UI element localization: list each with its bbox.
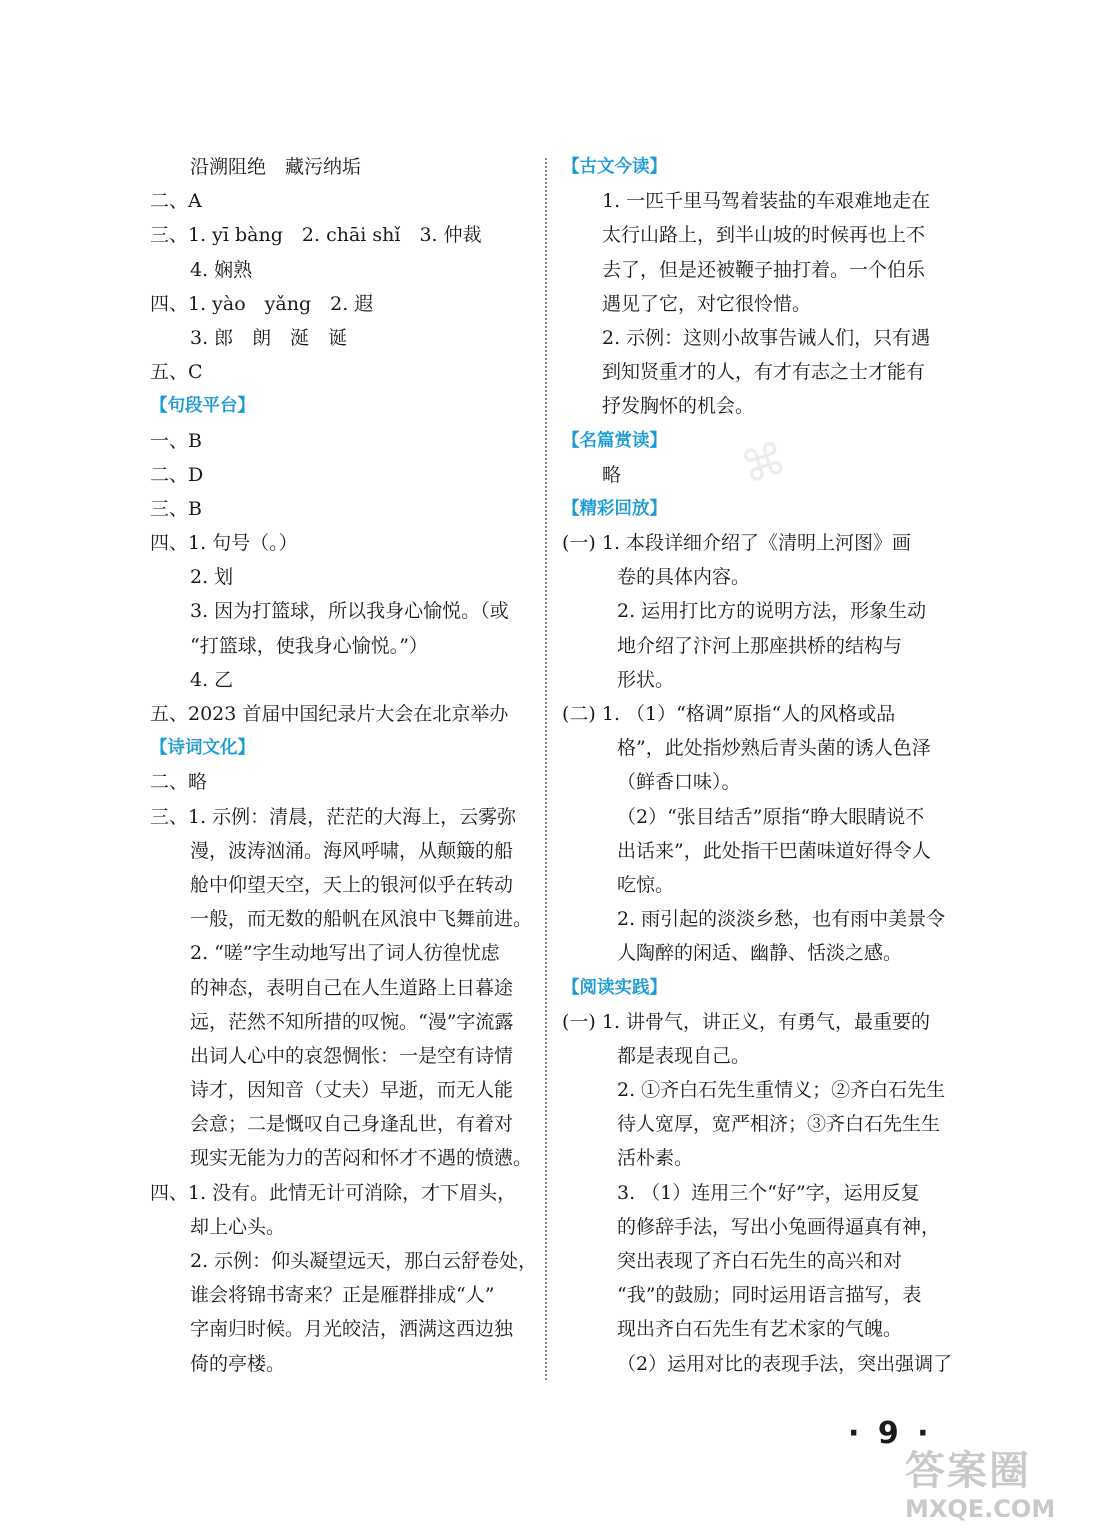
answer-line: 倚的亭楼。 bbox=[190, 1352, 286, 1375]
answer-line: “我”的鼓励；同时运用语言描写，表 bbox=[617, 1284, 922, 1307]
answer-line: 3. 郎 朗 涎 诞 bbox=[190, 326, 348, 349]
answer-line: 形状。 bbox=[617, 668, 675, 691]
answer-line: (一) 1. 本段详细介绍了《清明上河图》画 bbox=[562, 532, 912, 555]
watermark-logo bbox=[905, 1448, 1085, 1528]
answer-line: 五、2023 首届中国纪录片大会在北京举办 bbox=[150, 703, 509, 725]
answer-line: 的神态，表明自己在人生道路上日暮途 bbox=[190, 976, 514, 999]
answer-line: 的修辞手法，写出小兔画得逼真有神， bbox=[617, 1215, 941, 1238]
answer-line: 2. ①齐白石先生重情义；②齐白石先生 bbox=[617, 1079, 946, 1102]
answer-line: 略 bbox=[602, 463, 622, 486]
answer-line: 格”，此处指炒熟后青头菌的诱人色泽 bbox=[617, 737, 931, 760]
answer-line: 三、1. 示例：清晨，茫茫的大海上，云雾弥 bbox=[150, 805, 517, 828]
answer-line: 谁会将锦书寄来？正是雁群排成“人” bbox=[190, 1284, 495, 1307]
answer-line: 卷的具体内容。 bbox=[617, 566, 751, 589]
right-column bbox=[562, 150, 952, 1381]
answer-line: 舱中仰望天空，天上的银河似乎在转动 bbox=[190, 873, 514, 896]
answer-line: 出话来”，此处指干巴菌味道好得令人 bbox=[617, 839, 931, 862]
answer-line: 五、C bbox=[150, 361, 203, 384]
answer-line: 远，茫然不知所措的叹惋。“漫”字流露 bbox=[190, 1010, 514, 1033]
answer-line: 3. （1）连用三个“好”字，运用反复 bbox=[617, 1181, 920, 1204]
answer-line: 沿溯阻绝 藏污纳垢 bbox=[190, 156, 362, 178]
answer-line: 抒发胸怀的机会。 bbox=[602, 395, 755, 418]
answer-line: 四、1. 没有。此情无计可消除，才下眉头， bbox=[150, 1181, 517, 1204]
answer-line: 人陶醉的闲适、幽静、恬淡之感。 bbox=[617, 942, 903, 965]
answer-line: 活朴素。 bbox=[617, 1147, 694, 1170]
answer-line: 突出表现了齐白石先生的高兴和对 bbox=[617, 1250, 903, 1272]
answer-line: (一) 1. 讲骨气，讲正义，有勇气，最重要的 bbox=[562, 1010, 931, 1033]
answer-line: 字南归时候。月光皎洁，洒满这西边独 bbox=[190, 1318, 514, 1341]
watermark-url: MXQE.COM bbox=[905, 1495, 1056, 1523]
answer-line: 二、略 bbox=[150, 771, 208, 794]
column-divider bbox=[545, 158, 547, 1380]
answer-line: 三、1. yī bàng 2. chāi shǐ 3. 仲裁 bbox=[150, 224, 482, 247]
answer-line: 一般，而无数的船帆在风浪中飞舞前进。 bbox=[190, 908, 533, 931]
answer-line: （2）运用对比的表现手法，突出强调了 bbox=[617, 1352, 952, 1375]
answer-line: 二、D bbox=[150, 463, 204, 486]
section-heading: 【诗词文化】 bbox=[150, 738, 255, 759]
answer-line: 3. 因为打篮球，所以我身心愉悦。（或 bbox=[190, 600, 509, 623]
section-heading: 【阅读实践】 bbox=[562, 977, 667, 998]
answer-line: 四、1. yào yǎng 2. 遐 bbox=[150, 292, 374, 315]
faint-stamp-mark: ⌘ bbox=[735, 432, 793, 495]
answer-line: （鲜香口味）。 bbox=[617, 771, 741, 794]
answer-line: “打篮球，使我身心愉悦。”） bbox=[190, 634, 428, 657]
answer-line: 到知贤重才的人，有才有志之士才能有 bbox=[602, 361, 926, 384]
answer-line: 1. 一匹千里马驾着装盐的车艰难地走在 bbox=[602, 190, 931, 213]
answer-line: 现实无能为力的苦闷和怀才不遇的愤懑。 bbox=[190, 1147, 533, 1170]
answer-line: 地介绍了汴河上那座拱桥的结构与 bbox=[617, 634, 903, 657]
section-heading: 【句段平台】 bbox=[150, 396, 255, 417]
answer-line: 都是表现自己。 bbox=[617, 1044, 751, 1067]
answer-line: 一、B bbox=[150, 429, 202, 452]
answer-line: 4. 娴熟 bbox=[190, 258, 253, 281]
answer-line: 会意；二是慨叹自己身逢乱世，有着对 bbox=[190, 1113, 514, 1136]
answer-line: 三、B bbox=[150, 497, 202, 520]
answer-line: 四、1. 句号（。） bbox=[150, 532, 298, 555]
answer-line: 诗才，因知音（丈夫）早逝，而无人能 bbox=[190, 1079, 514, 1102]
answer-line: 4. 乙 bbox=[190, 668, 234, 691]
answer-line: 去了，但是还被鞭子抽打着。一个伯乐 bbox=[602, 258, 926, 281]
page-number: · 9 · bbox=[848, 1416, 933, 1451]
watermark-logo-text: 答案圈 bbox=[905, 1448, 1031, 1494]
answer-line: 2. “嗟”字生动地写出了词人彷徨忧虑 bbox=[190, 942, 500, 965]
section-heading: 【古文今读】 bbox=[562, 157, 667, 177]
section-heading: 【名篇赏读】 bbox=[562, 430, 667, 451]
answer-line: 吃惊。 bbox=[617, 873, 675, 896]
left-column bbox=[150, 150, 540, 1381]
section-heading: 【精彩回放】 bbox=[562, 498, 667, 519]
answer-line: 2. 示例：仰头凝望远天，那白云舒卷处， bbox=[190, 1250, 538, 1272]
answer-line: 太行山路上，到半山坡的时候再也上不 bbox=[602, 224, 926, 247]
answer-line: 2. 示例：这则小故事告诫人们，只有遇 bbox=[602, 326, 931, 349]
answer-line: 二、A bbox=[150, 190, 202, 213]
answer-line: 2. 划 bbox=[190, 566, 234, 589]
answer-line: 待人宽厚，宽严相济；③齐白石先生生 bbox=[617, 1113, 941, 1136]
answer-line: 出词人心中的哀怨惆怅：一是空有诗情 bbox=[190, 1044, 514, 1067]
answer-line: (二) 1. （1）“格调”原指“人的风格或品 bbox=[562, 703, 896, 725]
answer-line: 现出齐白石先生有艺术家的气魄。 bbox=[617, 1318, 903, 1341]
answer-line: 却上心头。 bbox=[190, 1215, 286, 1238]
answer-line: （2）“张目结舌”原指“睁大眼睛说不 bbox=[617, 805, 925, 828]
answer-line: 遇见了它，对它很怜惜。 bbox=[602, 292, 812, 315]
answer-line: 2. 雨引起的淡淡乡愁，也有雨中美景令 bbox=[617, 908, 946, 931]
answer-line: 漫，波涛汹涌。海风呼啸，从颠簸的船 bbox=[190, 839, 514, 862]
answer-line: 2. 运用打比方的说明方法，形象生动 bbox=[617, 600, 927, 623]
